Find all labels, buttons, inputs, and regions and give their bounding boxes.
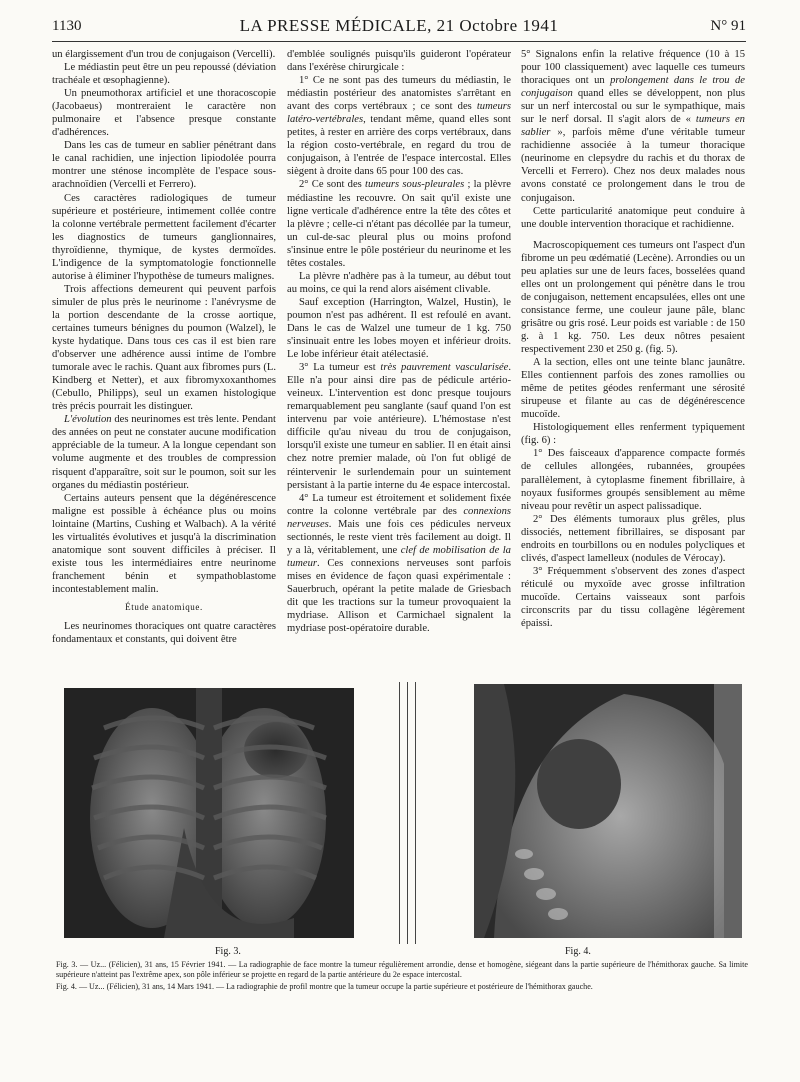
paragraph: Le médiastin peut être un peu repoussé (déviation trachéale et œsophagienne). <box>52 62 276 87</box>
emphasis: très pauvrement vascularisée <box>380 362 509 374</box>
paragraph: Les neurinomes thoraciques ont quatre caractères fondamentaux et constants, qui doivent être <box>52 621 276 646</box>
paragraph <box>287 178 511 269</box>
xray-lateral-image <box>474 684 742 938</box>
paragraph-text: 1° Ce ne sont pas des tumeurs du médiastin, le médiastin postérieur des anatomistes s'arrêtant en avant des corps vertébraux ; ce sont des <box>287 75 511 113</box>
text-column-3 <box>521 48 745 630</box>
paragraph: Certains auteurs pensent que la dégénérescence maligne est possible à échéance plus ou moins lointaine (Martins, Cushing et Walbach). A la vérité les virtualités évolutives et jusqu'à la discrimination anatomique sont souvent difficiles à préciser. Il existe tous les intermédiaires entre neurinome franchement bénin et sympathoblastome incontestablement malin. <box>52 492 276 595</box>
paragraph-text: des neurinomes est très lente. Pendant des années on peut ne constater aucune modification appréciable de la tumeur. A la longue cependant son volume augmente et des troubles de compression risquent d'apparaître, soit sur le poumon, soit sur les organes du médiastin postérieur. <box>52 414 276 491</box>
emphasis: prolongement dans le trou de conjugaison <box>521 75 745 100</box>
paragraph: 1° Des faisceaux d'apparence compacte formés de cellules allongées, rubannées, groupées parallèlement, à cytoplasme finement fibrillaire, à noyaux fusiformes groupés sensiblement au même niveau pour revêtir un aspect palissadique. <box>521 448 745 512</box>
spacer <box>521 231 745 239</box>
figure-4-radiograph <box>474 684 742 938</box>
paragraph <box>521 48 745 205</box>
paragraph-text: 2° Ce sont des <box>299 179 366 191</box>
paragraph <box>287 74 511 178</box>
paragraph: Dans les cas de tumeur en sablier pénétrant dans le canal rachidien, une injection lipiodolée pourra montrer une sténose incomplète de l'espace sous-arachnoïdien (Vercelli et Ferrero). <box>52 140 276 191</box>
paragraph-text: , tendant même, quand elles sont petites, à rester en arrière des corps vertébraux, dans la région costo-vertébrale, en regard du trou de conjugaison, à l'entrée de l'espace intercostal. Elles siègent à droite dans 65 pour 100 des cas. <box>287 114 511 178</box>
issue-number: N° 91 <box>710 18 746 34</box>
figure-4-label: Fig. 4. <box>565 946 591 957</box>
paragraph-text: », parfois même d'une véritable tumeur rachidienne associée à la tumeur thoracique (neurinome en clepsydre du rachis et du thorax de Vercelli et Ferrero). Chez nos deux malades nous avons constaté ce prolongement dans le trou de conjugaison. <box>521 127 745 204</box>
paragraph: La plèvre n'adhère pas à la tumeur, au début tout au moins, ce qui la rend alors aisément clivable. <box>287 270 511 295</box>
paragraph: Cette particularité anatomique peut conduire à une double intervention thoracique et rachidienne. <box>521 205 745 230</box>
paragraph-text: ; la plèvre médiastine les recouvre. On sait qu'il existe une ligne verticale d'adhérence entre la tête des côtes et la plèvre ; celle-ci n'étant pas décollée par la tumeur, un cul-de-sac pleural plus ou moins profond s'insinue entre le pôle postérieur du neurinome et les têtes costales. <box>287 179 511 269</box>
paragraph-text: . Ces connexions nerveuses sont parfois mises en évidence de façon quasi expérimentale : Sauerbruch, opérant la petite malade de Griesbach dit que les tractions sur la tumeur provoquaient la mydriase. Allison et Carmichael signalent la mydriase post-opératoire durable. <box>287 557 511 635</box>
emphasis: L'évolution <box>64 414 112 426</box>
paragraph-text: . Elle n'a pour ainsi dire pas de pédicule artério-veineux. L'intervention est donc presque toujours remarquablement peu sanglante (sauf quand l'on est intervenu par voie antérieure). L'hémostase n'est difficile qu'au niveau du trou de conjugaison, lorsqu'il existe une tumeur en sablier. Il en était ainsi chez notre premier malade, où l'on fut obligé de réintervenir le surlendemain pour un suintement persistant à la partie interne du 4e espace intercostal. <box>287 362 512 491</box>
text-column-1 <box>52 48 276 646</box>
divider-line <box>407 682 408 944</box>
emphasis: tumeurs en sablier <box>521 114 745 139</box>
header-rule <box>52 41 746 42</box>
figure-3-radiograph <box>64 688 354 938</box>
paragraph: Un pneumothorax artificiel et une thoracoscopie (Jacobaeus) montreraient le caractère non pulmonaire et l'absence presque constante d'adhérences. <box>52 88 276 139</box>
paragraph <box>287 492 511 636</box>
paragraph <box>287 361 511 491</box>
paragraph: Macroscopiquement ces tumeurs ont l'aspect d'un fibrome un peu œdématié (Lecène). Arrondies ou un peu aplaties sur une de leurs faces, bosselées quand elles ont un prolongement qui pénètre dans le trou de conjugaison, nettement encapsulées, elles ont une consistance ferme, une couleur jaune pâle, blanc grisâtre ou gris rosé. Leur poids est variable : de 150 g. à 1 kg. 750. Les deux nôtres pesaient respectivement 230 et 250 g. (fig. 5). <box>521 239 745 356</box>
emphasis: connexions nerveuses <box>287 505 511 530</box>
paragraph: 3° Fréquemment s'observent des zones d'aspect réticulé ou myxoïde avec grosse infiltration mucoïde. Certains vaisseaux sont parfois circonscrits par du tissu collagène légèrement épaissi. <box>521 565 745 630</box>
paragraph: Trois affections demeurent qui peuvent parfois simuler de plus près le neurinome : l'anévrysme de la portion descendante de la crosse aortique, certaines tumeurs bénignes du poumon (Walzel), le kyste hydatique. Dans tous ces cas il est bien rare d'observer une adhérence aussi intime de l'ombre tumorale avec le rachis. Quant aux fibromes purs (L. Kindberg et Netter), et aux fibromyxoxanthomes (Cebullo, Philipps), seul un examen histologique très précis pourrait les distinguer. <box>52 283 276 413</box>
paragraph-text: quand elles se développent, non plus sur un nerf intercostal ou sur le sympathique, mais sur le nerf dorsal. Il s'agit alors de « <box>521 88 745 126</box>
page-number: 1130 <box>52 18 82 34</box>
figure-3-caption: Fig. 3. — Uz... (Félicien), 31 ans, 15 Février 1941. — La radiographie de face montre la tumeur régulièrement arrondie, dense et homogène, siégeant dans la partie supérieure de l'hémithorax gauche. Sa limite supérieure n'atteint pas l'extrême apex, son pôle inférieur se projette en regard de la partie antérieure du 2e espace intercostal. <box>56 960 748 980</box>
paragraph <box>52 413 276 491</box>
section-heading: Étude anatomique. <box>125 601 203 612</box>
paragraph-text: . Mais une fois ces pédicules nerveux sectionnés, le reste vient très facilement au doigt. Il y a là, véritablement, une <box>287 518 511 556</box>
divider-line <box>415 682 416 944</box>
paragraph: A la section, elles ont une teinte blanc jaunâtre. Elles contiennent parfois des zones ramollies ou même de petites géodes renfermant une sérosité sirupeuse et filante au cas de dégénérescence mucoïde. <box>521 357 745 421</box>
divider-line <box>399 682 400 944</box>
xray-frontal-image <box>64 688 354 938</box>
paragraph: un élargissement d'un trou de conjugaison (Vercelli). <box>52 49 276 60</box>
figure-4-caption: Fig. 4. — Uz... (Félicien), 31 ans, 14 Mars 1941. — La radiographie de profil montre que la tumeur occupe la partie supérieure et postérieure de l'hémithorax gauche. <box>56 981 593 991</box>
emphasis: tumeurs latéro-vertébrales <box>287 101 511 126</box>
paragraph: Sauf exception (Harrington, Walzel, Hustin), le poumon n'est pas adhérent. Il est refoulé en avant. Dans le cas de Walzel une tumeur de 1 kg. 750 s'insinuait entre les lobes moyen et inférieur droits. Le lobe inférieur était atélectasié. <box>287 296 511 361</box>
text-column-2 <box>287 48 511 635</box>
emphasis: tumeurs sous-pleurales <box>365 179 465 191</box>
page-header <box>52 16 746 40</box>
paragraph-text: 5° Signalons enfin la relative fréquence (10 à 15 pour 100 classiquement) avec laquelle ces tumeurs thoraciques ont un <box>521 49 745 87</box>
paragraph-text: 3° La tumeur est <box>299 362 381 374</box>
figure-3-label: Fig. 3. <box>215 946 241 957</box>
paragraph: d'emblée soulignés puisqu'ils guideront l'opérateur dans l'exérèse chirurgicale : <box>287 49 511 74</box>
paragraph: 2° Des éléments tumoraux plus grêles, plus dissociés, nettement fibrillaires, se disposant par endroits en tourbillons ou en nodules polycliques et clivés, d'aspect lamelleux (nodules de Vérocay). <box>521 513 745 564</box>
emphasis: clef de mobilisation de la tumeur <box>287 544 511 569</box>
paragraph: Ces caractères radiologiques de tumeur supérieure et postérieure, intimement collée contre la colonne vertébrale permettent facilement d'écarter les diagnostics de tumeurs ganglionnaires, thyroïdienne, thymique, de kystes dermoïdes. L'indigence de la symptomatologie fonctionnelle autorise à éliminer l'hypothèse de tumeurs malignes. <box>52 192 276 282</box>
journal-title: LA PRESSE MÉDICALE, 21 Octobre 1941 <box>239 16 559 35</box>
paragraph-text: 4° La tumeur est étroitement et solidement fixée contre la colonne vertébrale par des <box>287 492 511 517</box>
paragraph: Histologiquement elles renferment typiquement (fig. 6) : <box>521 422 745 447</box>
figure-captions <box>56 960 748 993</box>
